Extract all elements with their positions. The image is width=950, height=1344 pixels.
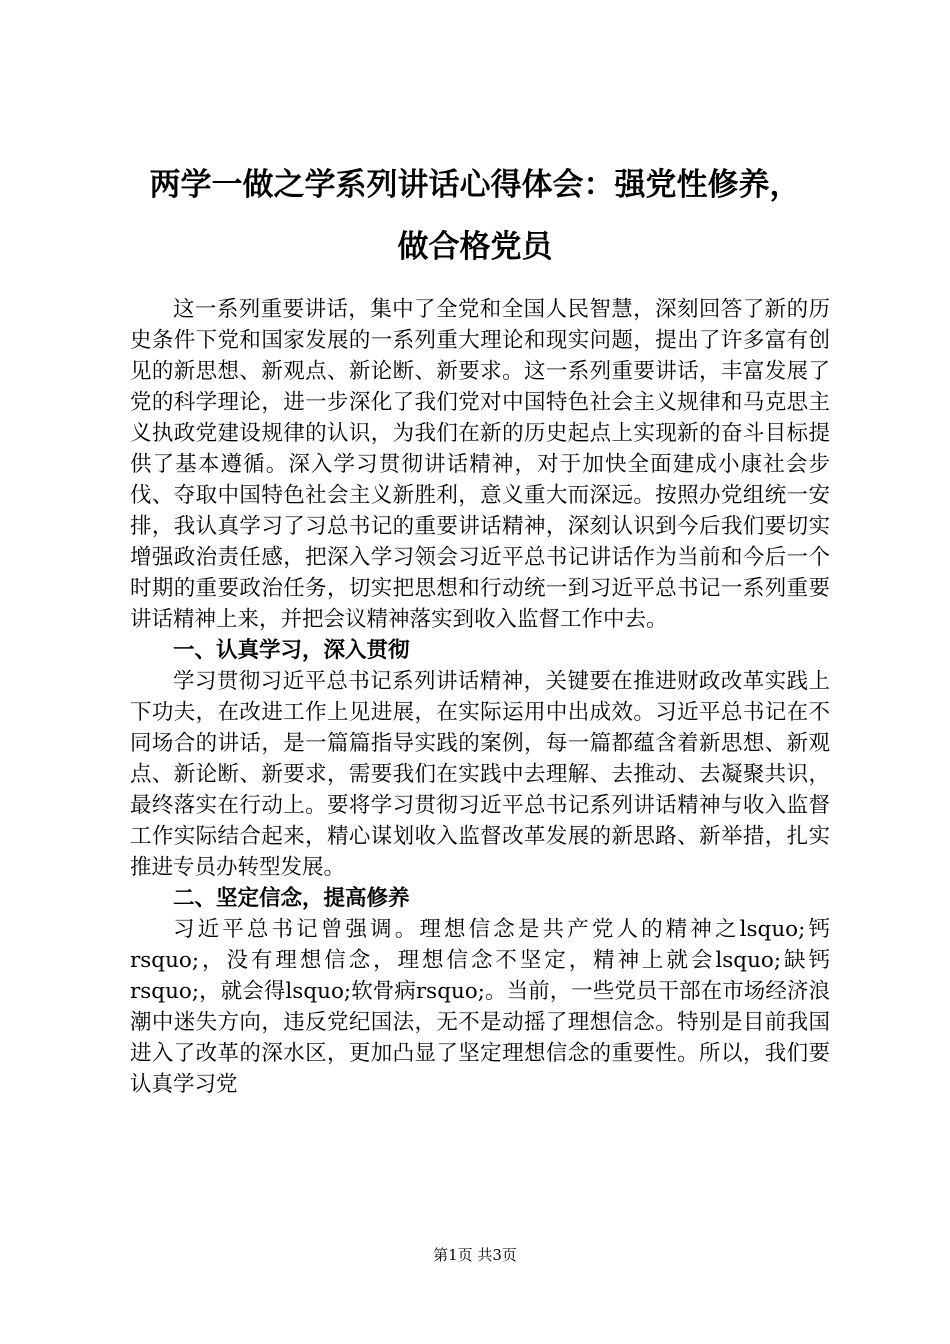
document-title-line-2: 做合格党员 (397, 229, 553, 265)
section-heading-2: 二、坚定信念，提高修养 (173, 886, 410, 911)
paragraph-intro: 这一系列重要讲话，集中了全党和全国人民智慧，深刻回答了新的历史条件下党和国家发展的一系列重大理论和现实问题，提出了许多富有创见的新思想、新观点、新论断、新要求。这一系列重要讲话，丰富发展了党的科学理论，进一步深化了我们党对中国特色社会主义规律和马克思主义执政党建设规律的认识，为我们在新的历史起点上实现新的奋斗目标提供了基本遵循。深入学习贯彻讲话精神，对于加快全面建成小康社会步伐、夺取中国特色社会主义新胜利，意义重大而深远。按照办党组统一安排，我认真学习了习总书记的重要讲话精神，深刻认识到今后我们要切实增强政治责任感，把深入学习领会习近平总书记讲话作为当前和今后一个时期的重要政治任务，切实把思想和行动统一到习近平总书记一系列重要讲话精神上来，并把会议精神落实到收入监督工作中去。 (130, 297, 830, 632)
document-body (130, 294, 830, 1100)
paragraph-section-1: 学习贯彻习近平总书记系列讲话精神，关键要在推进财政改革实践上下功夫，在改进工作上见进展，在实际运用中出成效。习近平总书记在不同场合的讲话，是一篇篇指导实践的案例，每一篇都蕴含着新思想、新观点、新论断、新要求，需要我们在实践中去理解、去推动、去凝聚共识，最终落实在行动上。要将学习贯彻习近平总书记系列讲话精神与收入监督工作实际结合起来，精心谋划收入监督改革发展的新思路、新举措，扎实推进专员办转型发展。 (130, 669, 830, 880)
section-heading-1: 一、认真学习，深入贯彻 (173, 638, 410, 663)
document-title-line-1: 两学一做之学系列讲话心得体会：强党性修养， (149, 167, 801, 203)
page-number-footer: 第1页 共3页 (433, 1246, 517, 1264)
paragraph-section-2: 习近平总书记曾强调。理想信念是共产党人的精神之lsquo;钙rsquo;，没有理想信念，理想信念不坚定，精神上就会lsquo;缺钙rsquo;，就会得lsquo;软骨病rsquo;。当前，一些党员干部在市场经济浪潮中迷失方向，违反党纪国法，无不是动摇了理想信念。特别是目前我国进入了改革的深水区，更加凸显了坚定理想信念的重要性。所以，我们要认真学习党 (130, 917, 830, 1097)
